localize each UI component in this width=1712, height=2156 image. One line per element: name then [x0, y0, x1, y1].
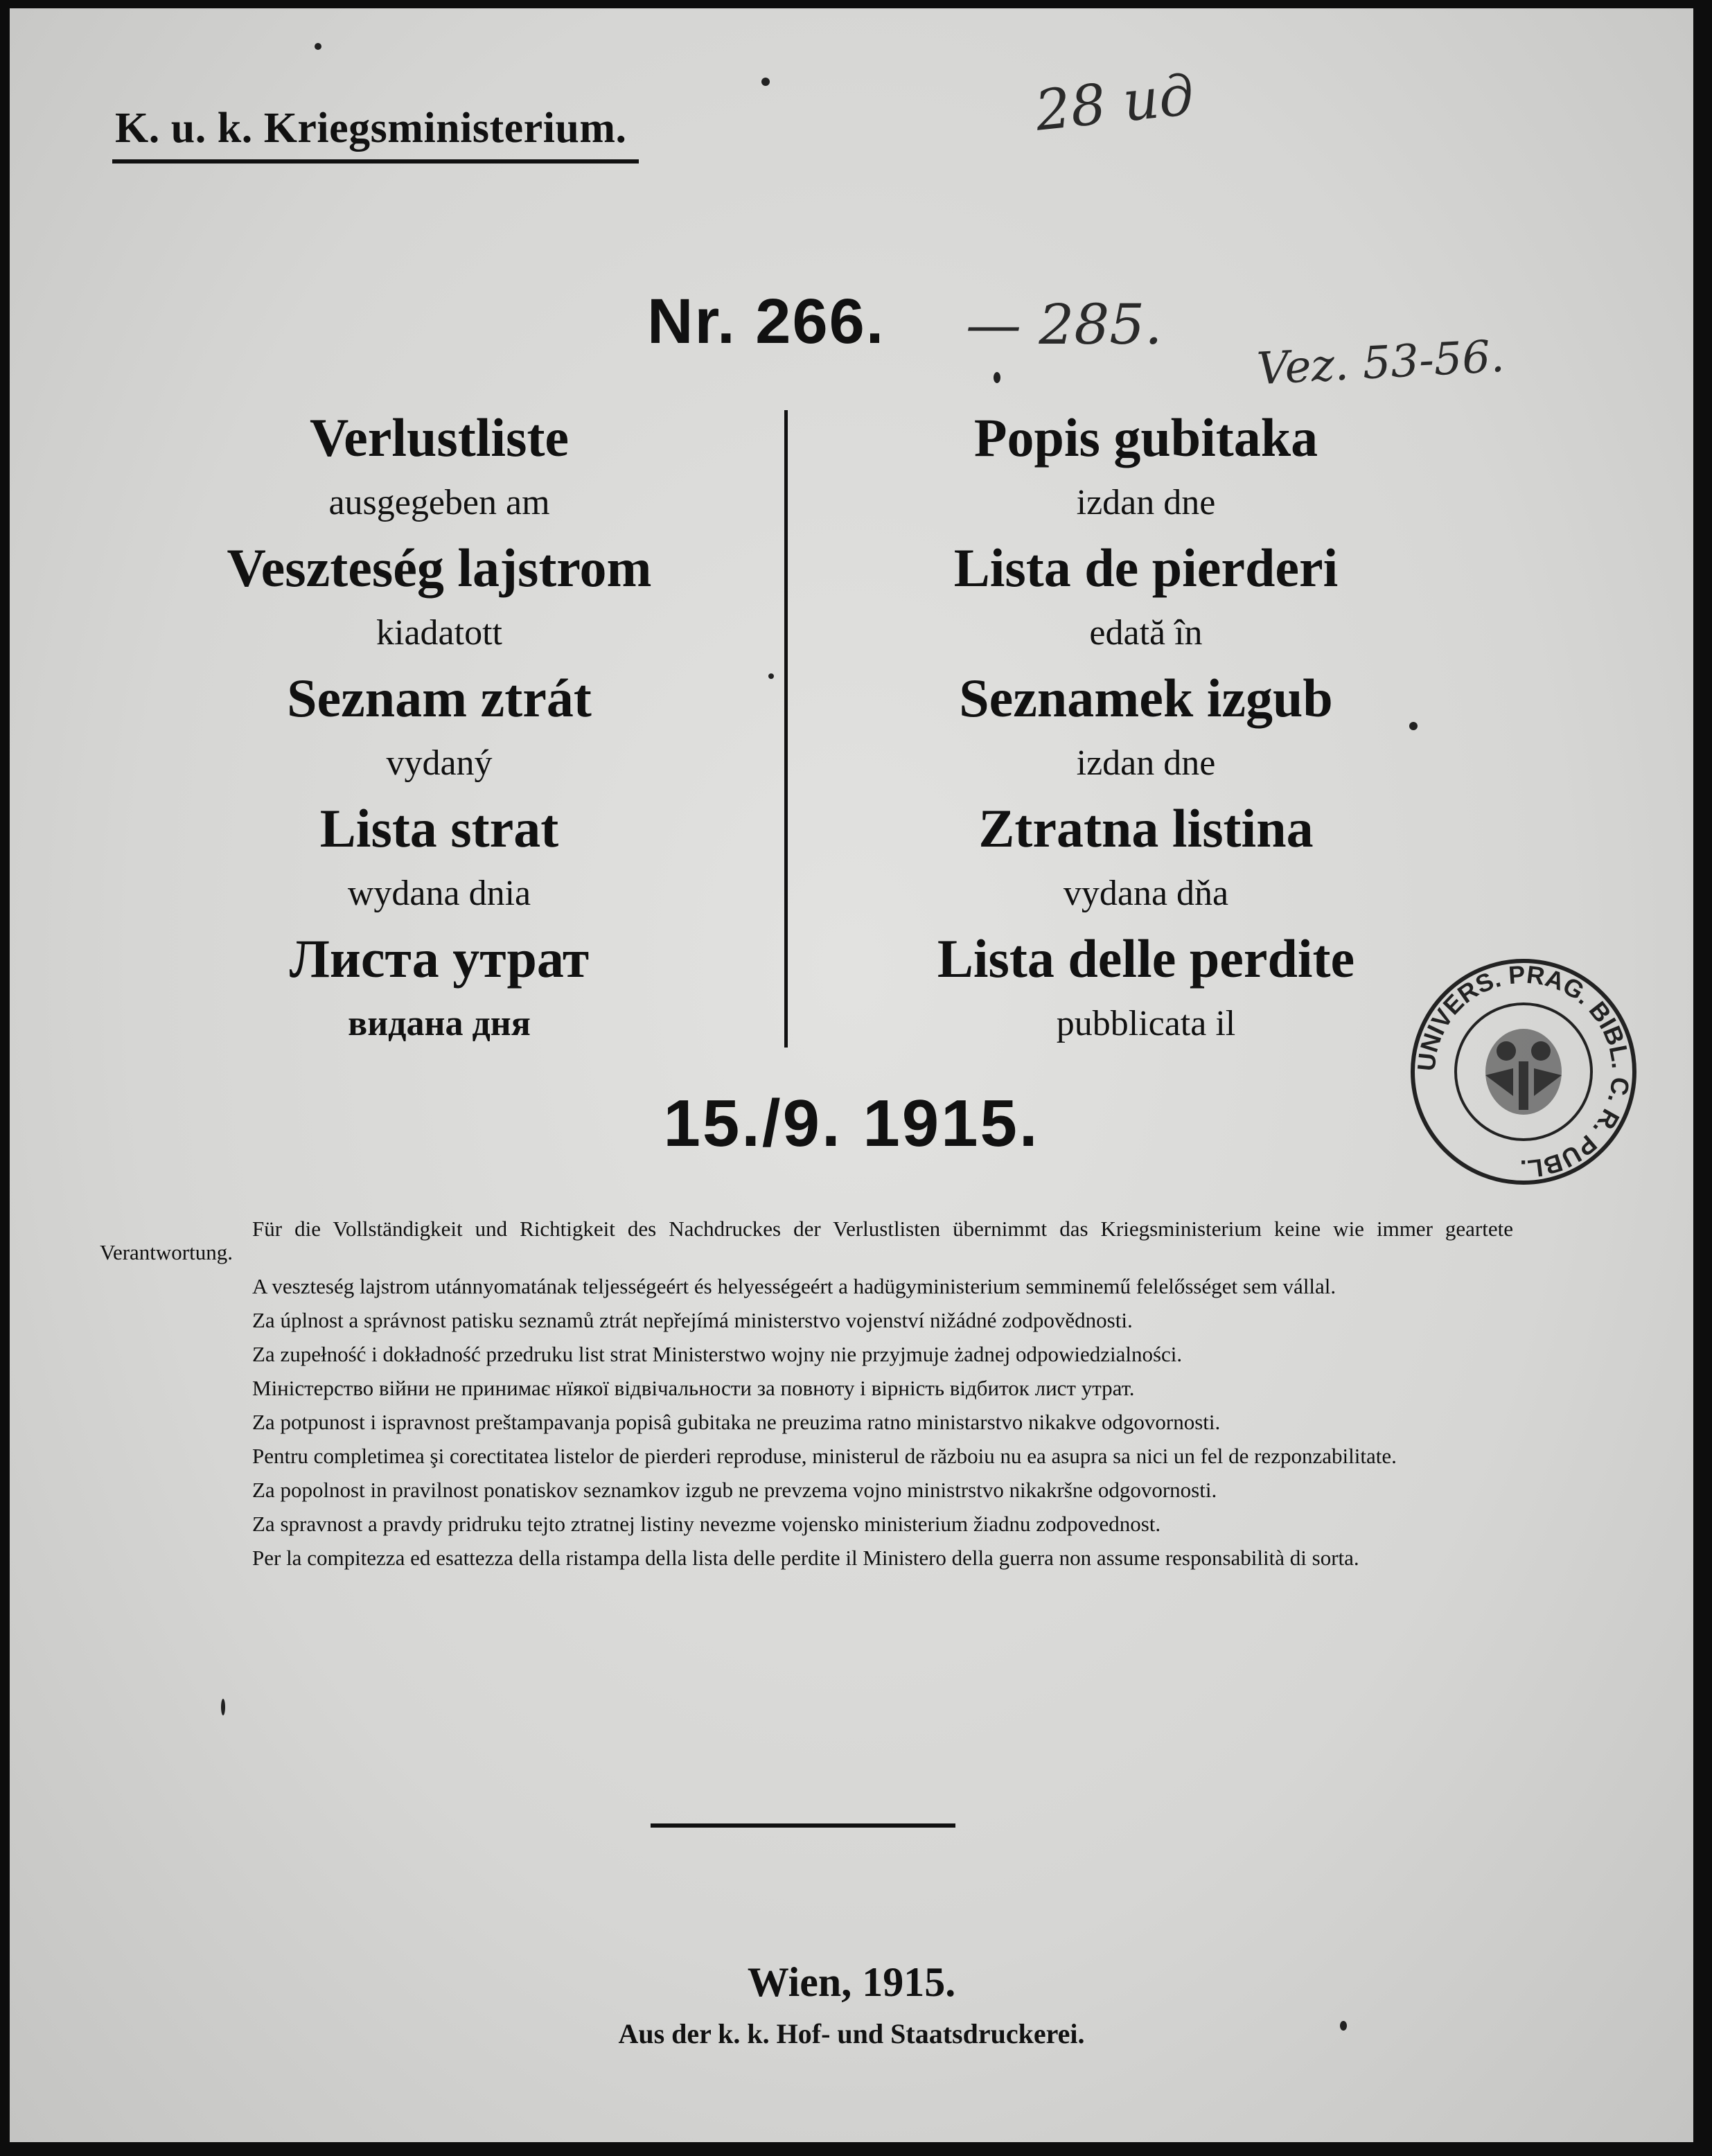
right-language-column [800, 403, 1492, 1054]
disclaimer-croatian: Za potpunost i ispravnost preštampavanja popisâ gubitaka ne preuzima ratno ministarstvo nikakve odgovornosti. [252, 1410, 1221, 1434]
title-romanian: Lista de pierderi [953, 538, 1339, 598]
title-slovene: Seznamek izgub [959, 668, 1333, 728]
subtitle-slovene: izdan dne [1076, 743, 1216, 783]
disclaimer-polish: Za zupełność i dokładność przedruku list strat Ministerstwo wojny nie przyjmuje żadnej odpowiedzialności. [252, 1342, 1183, 1366]
ink-speck [994, 372, 1000, 383]
handwritten-range: — 285. [966, 292, 1163, 357]
disclaimer-italian: Per la compitezza ed esattezza della ristampa della lista delle perdite il Ministero della guerra non assume responsabilità di sorta. [252, 1546, 1359, 1570]
subtitle-romanian: edată în [1089, 613, 1203, 653]
printer-imprint: Aus der k. k. Hof- und Staatsdruckerei. [618, 2018, 1085, 2049]
stamp-text: UNIVERS. PRAG. BIBL. C. R. PUBL. [1411, 960, 1636, 1184]
subtitle-polish: wydana dnia [347, 874, 531, 913]
title-slovak: Ztratna listina [978, 798, 1314, 858]
document-page [10, 8, 1693, 2142]
title-croatian: Popis gubitaka [973, 407, 1318, 468]
ministry-header: K. u. k. Kriegsministerium. [115, 105, 627, 152]
header-underline [112, 159, 639, 164]
disclaimer-hungarian: A veszteség lajstrom utánnyomatának teljességeért és helyességeért a hadügyministerium semminemű felelősséget sem vállal. [252, 1274, 1336, 1298]
subtitle-croatian: izdan dne [1076, 483, 1216, 522]
issue-number: Nr. 266. [647, 286, 885, 357]
ink-speck [761, 78, 770, 86]
ink-speck [768, 673, 774, 679]
disclaimer-czech: Za úplnost a správnost patisku seznamů ztrát nepřejímá ministerstvo vojenství nižádné zodpovědnosti. [252, 1308, 1133, 1332]
disclaimer-block [100, 1217, 1513, 1580]
ink-speck [1409, 722, 1418, 730]
disclaimer-slovene: Za popolnost in pravilnost ponatiskov seznamkov izgub ne prevzema vojno ministrstvo nikakršne odgovornosti. [252, 1478, 1217, 1502]
disclaimer-slovak: Za spravnost a pravdy pridruku tejto ztratnej listiny nevezme vojensko ministerium žiadnu zodpovednost. [252, 1512, 1161, 1536]
subtitle-german: ausgegeben am [328, 483, 550, 522]
subtitle-slovak: vydana dňa [1063, 874, 1229, 913]
disclaimer-german: Für die Vollständigkeit und Richtigkeit des Nachdruckes der Verlustlisten übernimmt das Kriegsministerium keine wie immer geartete Verantwortung. [100, 1217, 1513, 1264]
ink-speck [1340, 2021, 1347, 2031]
subtitle-czech: vydaný [386, 743, 493, 783]
footer-rule [651, 1823, 955, 1828]
subtitle-ukrainian: видана дня [348, 1004, 531, 1043]
ink-speck [221, 1699, 225, 1715]
title-italian: Lista delle perdite [937, 928, 1355, 989]
subtitle-italian: pubblicata il [1056, 1004, 1236, 1043]
subtitle-hungarian: kiadatott [376, 613, 502, 653]
handwritten-note-top: 28 ид [1032, 62, 1197, 143]
ink-speck [315, 43, 321, 50]
title-hungarian: Veszteség lajstrom [227, 538, 652, 598]
disclaimer-ukrainian: Міністерство війни не принимає нїякої відвічальности за повноту і вірність відбиток лист утрат. [252, 1376, 1135, 1400]
title-ukrainian: Листа утрат [289, 928, 590, 989]
issue-date: 15./9. 1915. [663, 1086, 1040, 1160]
title-german: Verlustliste [309, 407, 570, 468]
handwritten-reference: Vez. 53-56. [1255, 330, 1506, 396]
disclaimer-romanian: Pentru completimea şi corectitatea listelor de pierderi reproduse, ministerul de războiu nu ea asupra sa nici un fel de rezponzabilitate. [252, 1444, 1397, 1468]
left-language-column [93, 403, 786, 1054]
title-polish: Lista strat [319, 798, 559, 858]
column-divider [784, 410, 788, 1048]
publication-place-year: Wien, 1915. [747, 1959, 956, 2005]
title-czech: Seznam ztrát [287, 668, 592, 728]
